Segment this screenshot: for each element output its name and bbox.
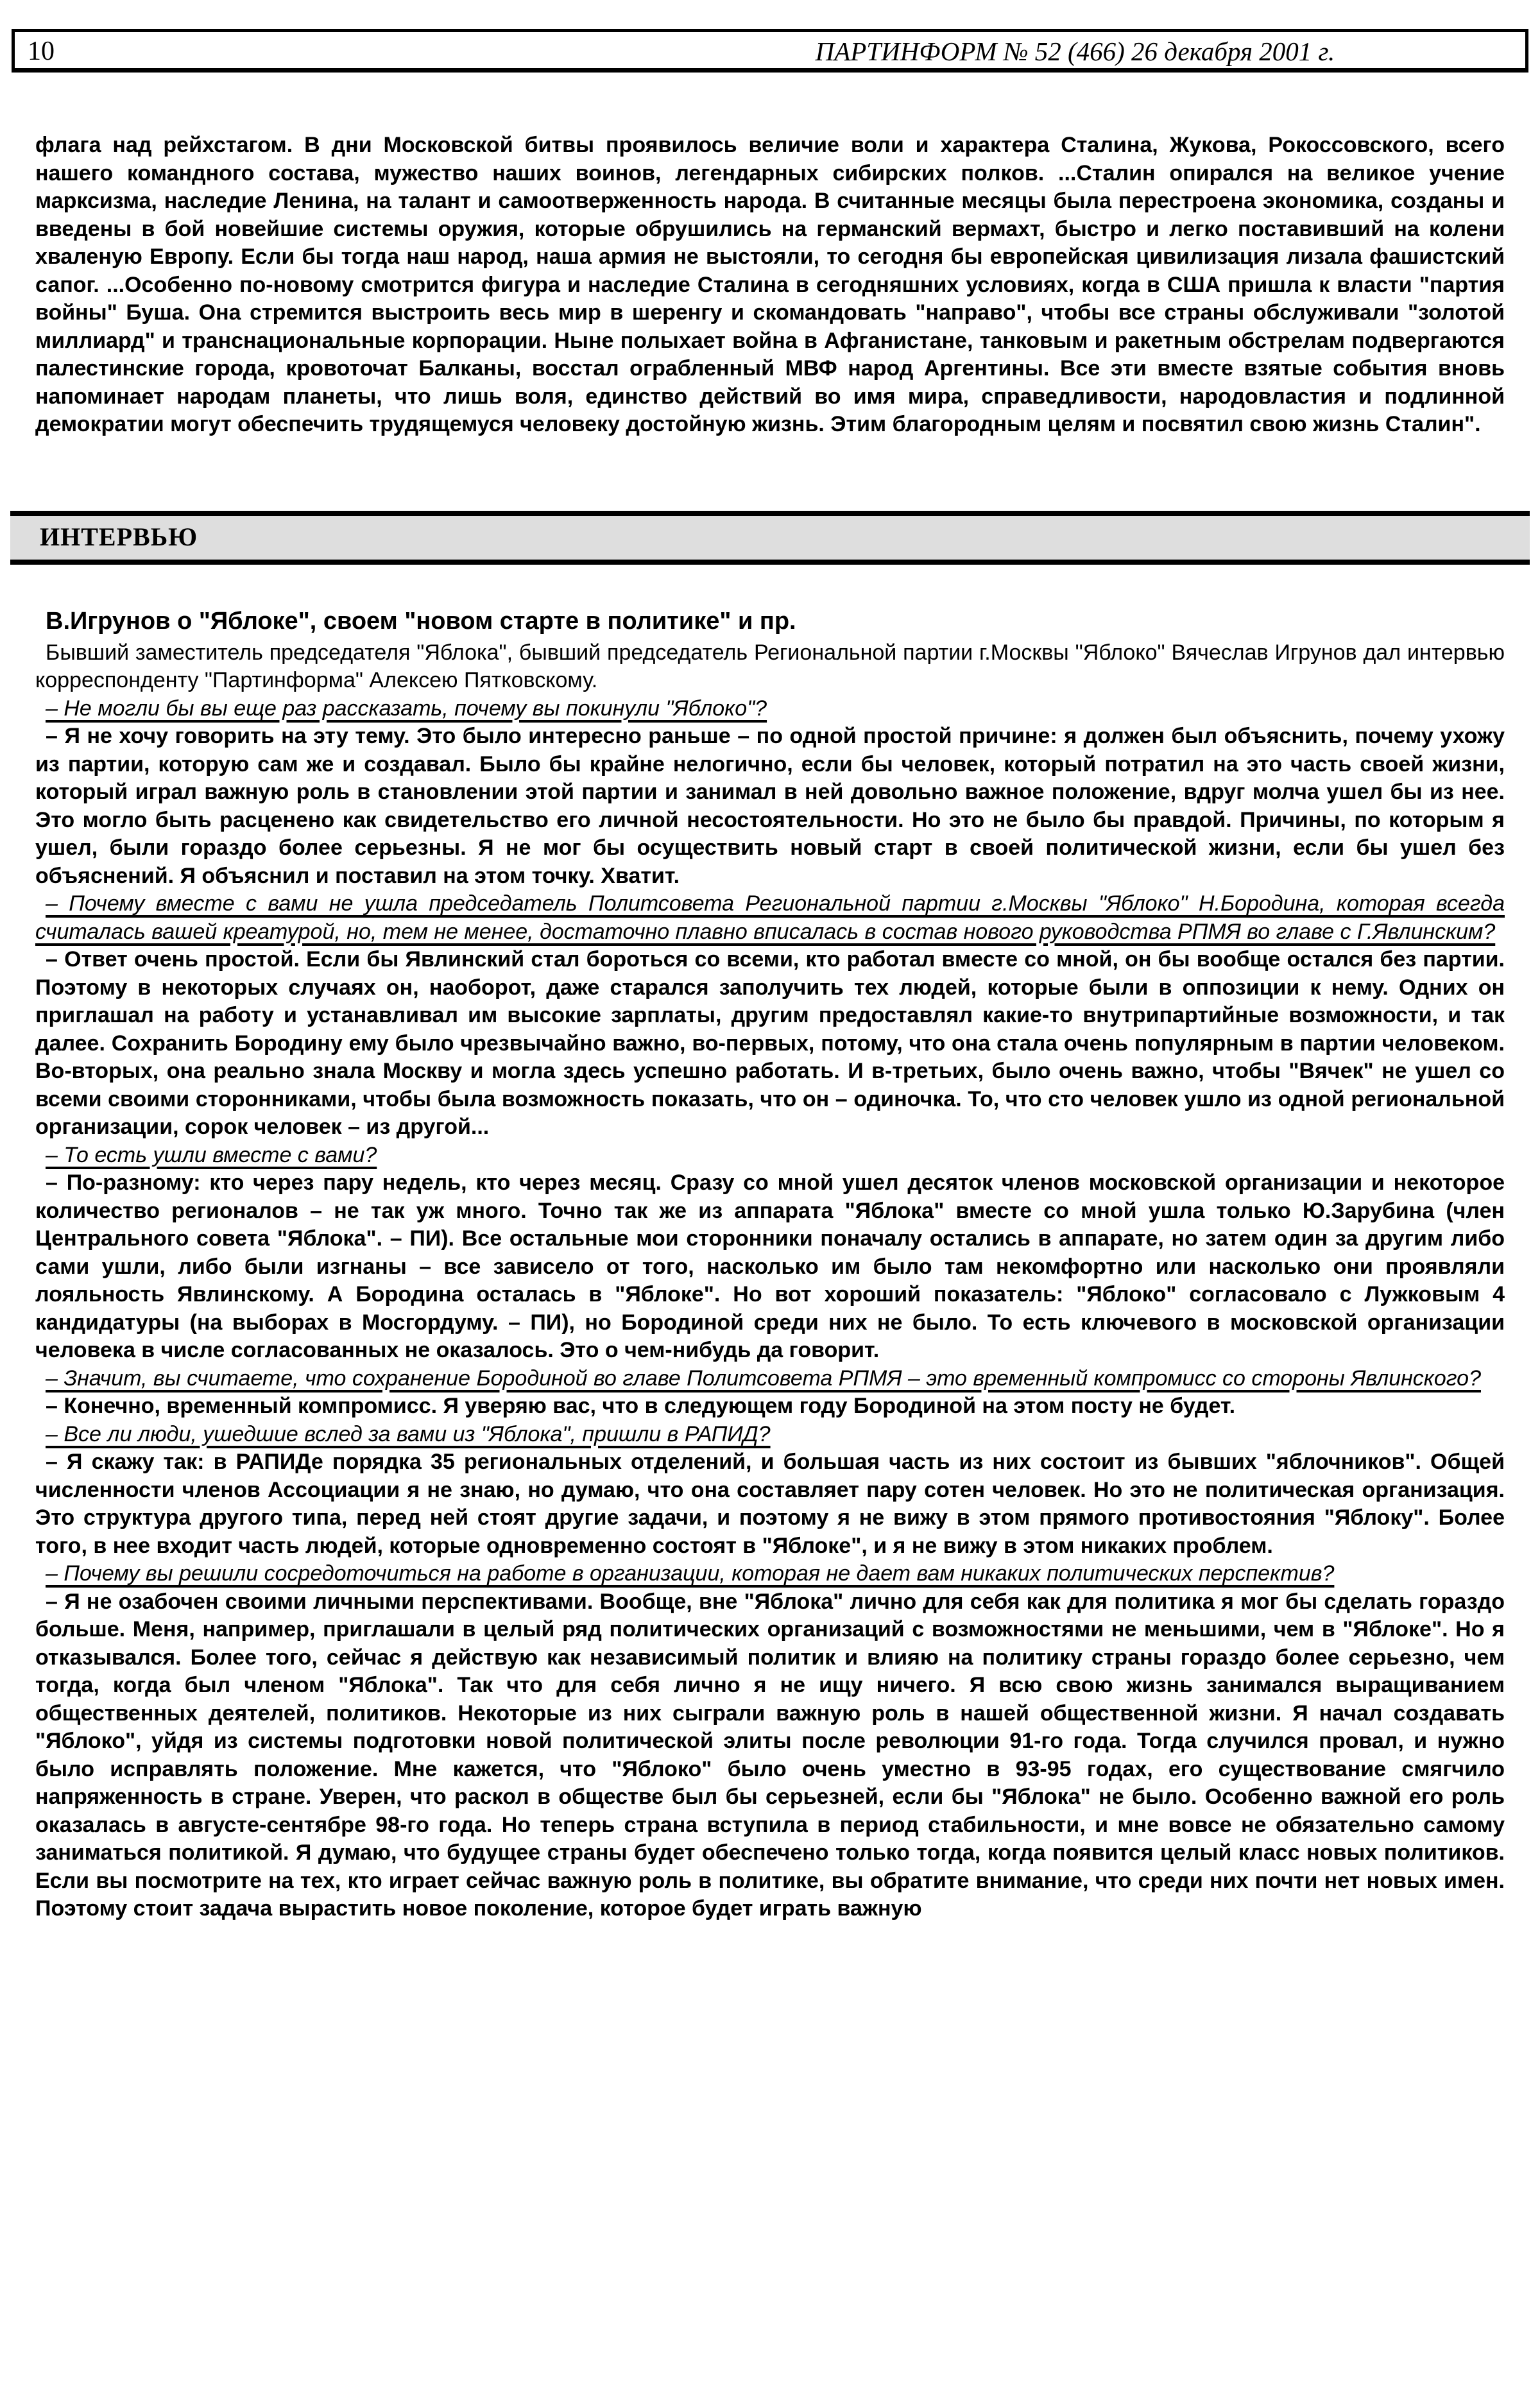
interview-answer-4: – Конечно, временный компромисс. Я уверяю вас, что в следующем году Бородиной на этом посту не будет. xyxy=(46,1394,1236,1418)
interview-question-1: – Не могли бы вы еще раз рассказать, почему вы покинули "Яблоко"? xyxy=(46,696,767,721)
lead-article xyxy=(35,132,1505,439)
interview-intro: Бывший заместитель председателя "Яблока", бывший председатель Региональной партии г.Москвы "Яблоко" Вячеслав Игрунов дал интервью корреспонденту "Партинформа" Алексею Пятковскому. xyxy=(35,640,1505,692)
interview-question-3: – То есть ушли вместе с вами? xyxy=(46,1142,377,1167)
interview-question-4: – Значит, вы считаете, что сохранение Бородиной во главе Политсовета РПМЯ – это временный компромисс со стороны Явлинского? xyxy=(46,1366,1481,1391)
interview-answer-3: – По-разному: кто через пару недель, кто через месяц. Сразу со мной ушел десяток членов московской организации и некоторое количество регионалов – не так уж много. Точно так же из аппарата "Яблока" вместе со мной ушла только Ю.Зарубина (член Центрального совета "Яблока". – ПИ). Все остальные мои сторонники поначалу остались в аппарате, но затем один за другим либо сами ушли, либо были изгнаны – все зависело от того, насколько им было там некомфортно или насколько они проявляли лояльность Явлинскому. А Бородина осталась в "Яблоке". Но вот хороший показатель: "Яблоко" согласовало с Лужковым 4 кандидатуры (на выборах в Мосгордуму. – ПИ), но Бородиной среди них не было. То есть ключевого в московской организации человека в числе согласованных не оказалось. Это о чем-нибудь да говорит. xyxy=(35,1170,1505,1362)
page-number: 10 xyxy=(28,37,55,66)
interview-title: В.Игрунов о "Яблоке", своем "новом старте в политике" и пр. xyxy=(46,607,796,635)
interview-question-2: – Почему вместе с вами не ушла председатель Политсовета Региональной партии г.Москвы "Яблоко" Н.Бородина, которая всегда считалась вашей креатурой, но, тем не менее, достаточно плавно вписалась в состав нового руководства РПМЯ во главе с Г.Явлинским? xyxy=(35,891,1505,944)
interview-answer-6: – Я не озабочен своими личными перспективами. Вообще, вне "Яблока" лично для себя как для политика я мог бы сделать гораздо больше. Меня, например, приглашали в целый ряд политических организаций с возможностями не меньшими, чем в "Яблоке". Но я отказывался. Более того, сейчас я действую как независимый политик и влияю на политику страны гораздо более серьезно, чем тогда, когда был членом "Яблока". Так что для себя лично я не ищу ничего. Я всю свою жизнь занимался выращиванием общественных деятелей, политиков. Некоторые из них сыграли важную роль в нашей общественной жизни. Я начал создавать "Яблоко", уйдя из системы подготовки новой политической элиты после революции 91-го года. Тогда случился провал, и нужно было исправлять положение. Мне кажется, что "Яблоко" было очень уместно в 93-95 годах, его существование смягчило напряженность в стране. Уверен, что раскол в обществе был бы серьезней, если бы "Яблока" не было. Особенно важной его роль оказалась в августе-сентябре 98-го года. Но теперь страна вступила в период стабильности, и мне вовсе не обязательно самому заниматься политикой. Я думаю, что будущее страны будет обеспечено только тогда, когда появится целый класс новых политиков. Если вы посмотрите на тех, кто играет сейчас важную роль в политике, вы обратите внимание, что среди них почти нет новых имен. Поэтому стоит задача вырастить новое поколение, которое будет играть важную xyxy=(35,1589,1505,1921)
section-header-bar xyxy=(10,511,1530,565)
interview-answer-1: – Я не хочу говорить на эту тему. Это было интересно раньше – по одной простой причине: я должен был объяснить, почему ухожу из партии, которую сам же и создавал. Было бы крайне нелогично, если бы человек, который потратил на это часть своей жизни, который играл важную роль в становлении этой партии и занимал в ней довольно важное положение, вдруг молча ушел бы из нее. Это могло быть расценено как свидетельство его личной несостоятельности. Но это не было бы правдой. Причины, по которым я ушел, были гораздо более серьезны. Я не мог бы осуществить новый старт в своей политической жизни, если бы ушел без объяснений. Я объяснил и поставил на этом точку. Хватит. xyxy=(35,724,1505,888)
issue-title: ПАРТИНФОРМ № 52 (466) 26 декабря 2001 г. xyxy=(815,37,1335,66)
lead-article-paragraph: флага над рейхстагом. В дни Московской битвы проявилось величие воли и характера Сталина, Жукова, Рокоссовского, всего нашего командного состава, мужество наших воинов, легендарных сибирских полков. ...Сталин опирался на великое учение марксизма, наследие Ленина, на талант и самоотверженность народа. В считанные месяцы была перестроена экономика, созданы и введены в бой новейшие системы оружия, которые обрушились на германский вермахт, быстро и легко поставивший на колени хваленую Европу. Если бы тогда наш народ, наша армия не выстояли, то сегодня бы европейская цивилизация лизала фашистский сапог. ...Особенно по-новому смотрится фигура и наследие Сталина в сегодняшних условиях, когда в США пришла к власти "партия войны" Буша. Она стремится выстроить весь мир в шеренгу и скомандовать "направо", чтобы все страны обслуживали "золотой миллиард" и транснациональные корпорации. Ныне полыхает война в Афганистане, танковым и ракетным обстрелам подвергаются палестинские города, кровоточат Балканы, восстал ограбленный МВФ народ Аргентины. Все эти вместе взятые события вновь напоминает народам планеты, что лишь воля, единство действий во имя мира, справедливости, народовластия и подлинной демократии могут обеспечить трудящемуся человеку достойную жизнь. Этим благородным целям и посвятил свою жизнь Сталин". xyxy=(35,133,1505,436)
interview-answer-2: – Ответ очень простой. Если бы Явлинский стал бороться со всеми, кто работал вместе со мной, он бы вообще остался без партии. Поэтому в некоторых случаях он, наоборот, даже старался заполучить тех людей, которые были в оппозиции к нему. Одних он приглашал на работу и устанавливал им высокие зарплаты, другим предоставлял какие-то внутрипартийные возможности, и так далее. Сохранить Бородину ему было чрезвычайно важно, во-первых, потому, что она стала очень популярным в партии человеком. Во-вторых, она реально знала Москву и могла здесь успешно работать. И в-третьих, было очень важно, чтобы "Вячек" не ушел со всеми своими сторонниками, чтобы была возможность показать, что он – одиночка. То, что сто человек ушло из одной региональной организации, сорок человек – из другой... xyxy=(35,947,1505,1139)
interview-article xyxy=(35,606,1505,1923)
interview-question-6: – Почему вы решили сосредоточиться на работе в организации, которая не дает вам никаких политических перспектив? xyxy=(46,1561,1335,1586)
section-title: ИНТЕРВЬЮ xyxy=(40,522,198,551)
page-header xyxy=(12,29,1528,73)
interview-answer-5: – Я скажу так: в РАПИДе порядка 35 региональных отделений, и большая часть из них состоит из бывших "яблочников". Общей численности членов Ассоциации я не знаю, но думаю, что она составляет пару сотен человек. Но это не политическая организация. Это структура другого типа, перед ней стоят другие задачи, и поэтому я не вижу в этом прямого противостояния "Яблоку". Более того, в нее входит часть людей, которые одновременно состоят в "Яблоке", и я не вижу в этом никаких проблем. xyxy=(35,1450,1505,1558)
interview-question-5: – Все ли люди, ушедшие вслед за вами из "Яблока", пришли в РАПИД? xyxy=(46,1421,771,1446)
